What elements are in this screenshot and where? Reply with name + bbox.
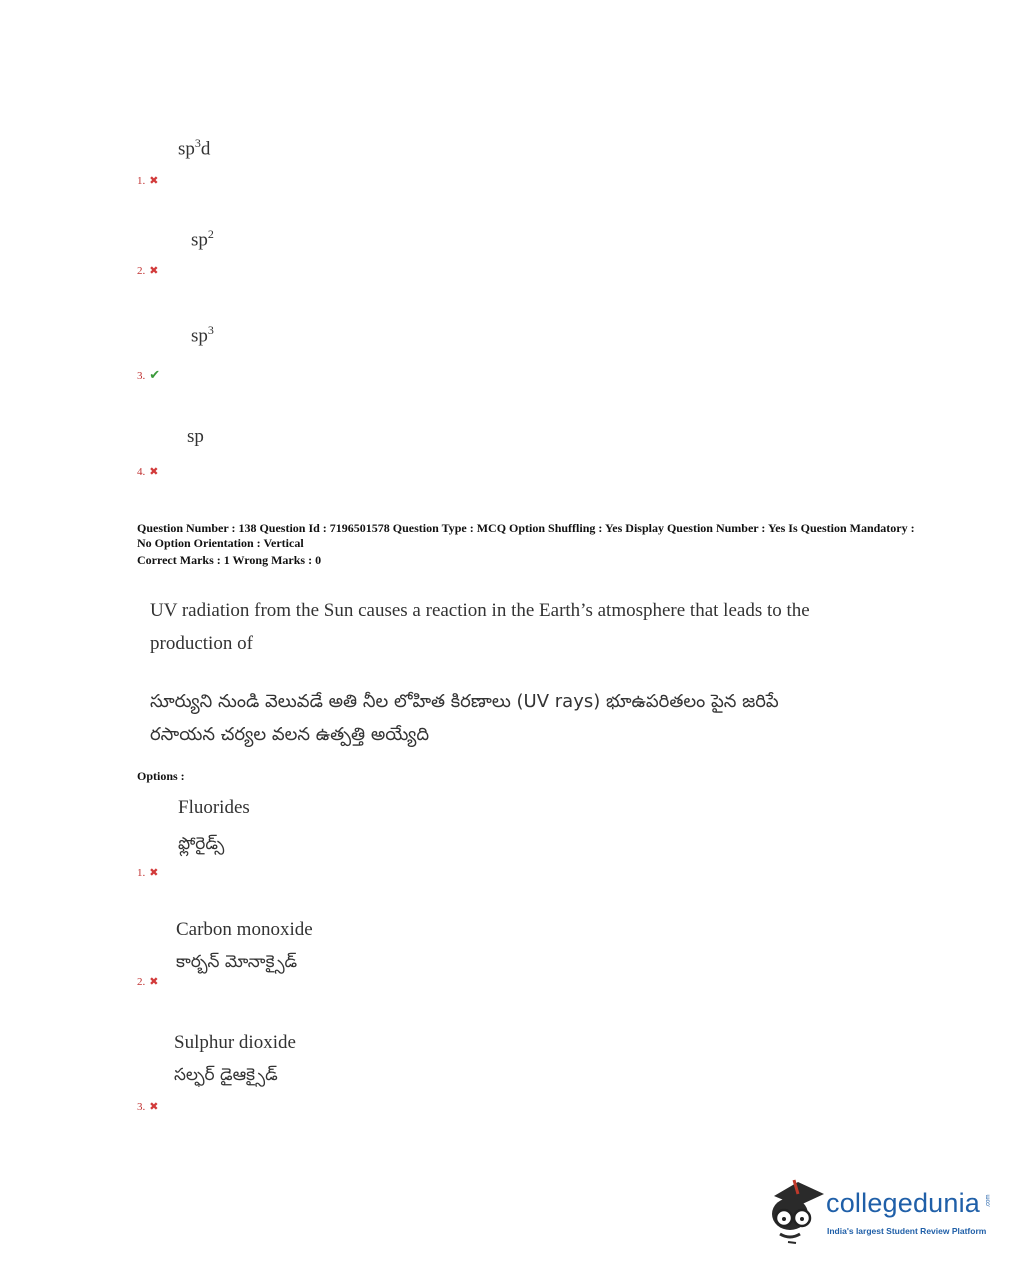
option-3-telugu: సల్ఫర్ డైఆక్సైడ్ bbox=[174, 1065, 278, 1085]
question-meta: Question Number : 138 Question Id : 7196501578 Question Type : MCQ Option Shuffling : Yes Display Question Number : Yes Is Question Mandatory : No Option Orientation : Vertical bbox=[137, 521, 915, 550]
option-2-number: 2. ✖ bbox=[137, 975, 159, 988]
wrong-mark-icon: ✖ bbox=[149, 1100, 159, 1113]
prev-option-1-number: 1. ✖ bbox=[137, 174, 159, 187]
prev-option-4-number: 4. ✖ bbox=[137, 465, 159, 478]
prev-option-2-number: 2. ✖ bbox=[137, 264, 159, 277]
question-text-telugu: సూర్యుని నుండి వెలువడే అతి నీల లోహిత కిరణాలు (UV rays) భూఉపరితలం పైన జరిపే రసాయన చర్యల వలన ఉత్పత్తి అయ్యేది bbox=[150, 691, 779, 745]
logo-tagline: India's largest Student Review Platform bbox=[827, 1226, 987, 1236]
logo-domain-suffix: .com bbox=[985, 1194, 992, 1208]
option-1-number: 1. ✖ bbox=[137, 866, 159, 879]
wrong-mark-icon: ✖ bbox=[149, 174, 159, 187]
collegedunia-logo bbox=[768, 1178, 998, 1248]
options-label: Options : bbox=[137, 769, 185, 783]
option-2-telugu: కార్బన్ మోనాక్సైడ్ bbox=[176, 952, 298, 972]
prev-option-3-text: $sp^3$ bbox=[191, 323, 214, 347]
option-3-english: Sulphur dioxide bbox=[174, 1032, 296, 1053]
option-2-english: Carbon monoxide bbox=[176, 919, 313, 940]
option-1-telugu: ఫ్లోరైడ్స్ bbox=[178, 834, 225, 854]
correct-check-icon: ✔ bbox=[149, 368, 161, 383]
option-1-english: Fluorides bbox=[178, 797, 250, 818]
wrong-mark-icon: ✖ bbox=[149, 975, 159, 988]
prev-option-4-text: sp bbox=[187, 426, 204, 447]
prev-option-3-number: 3. ✔ bbox=[137, 368, 161, 383]
wrong-mark-icon: ✖ bbox=[149, 465, 159, 478]
prev-option-2-text: $sp^2$ bbox=[191, 227, 214, 251]
wrong-mark-icon: ✖ bbox=[149, 264, 159, 277]
logo-wordmark: collegedunia bbox=[826, 1188, 981, 1218]
question-marks: Correct Marks : 1 Wrong Marks : 0 bbox=[137, 553, 322, 567]
prev-option-1-text: $sp^3d$ bbox=[178, 136, 211, 160]
option-3-number: 3. ✖ bbox=[137, 1100, 159, 1113]
question-text-english: UV radiation from the Sun causes a reaction in the Earth’s atmosphere that leads to the production of bbox=[150, 600, 810, 654]
graduate-mascot-icon bbox=[768, 1178, 826, 1244]
wrong-mark-icon: ✖ bbox=[149, 866, 159, 879]
